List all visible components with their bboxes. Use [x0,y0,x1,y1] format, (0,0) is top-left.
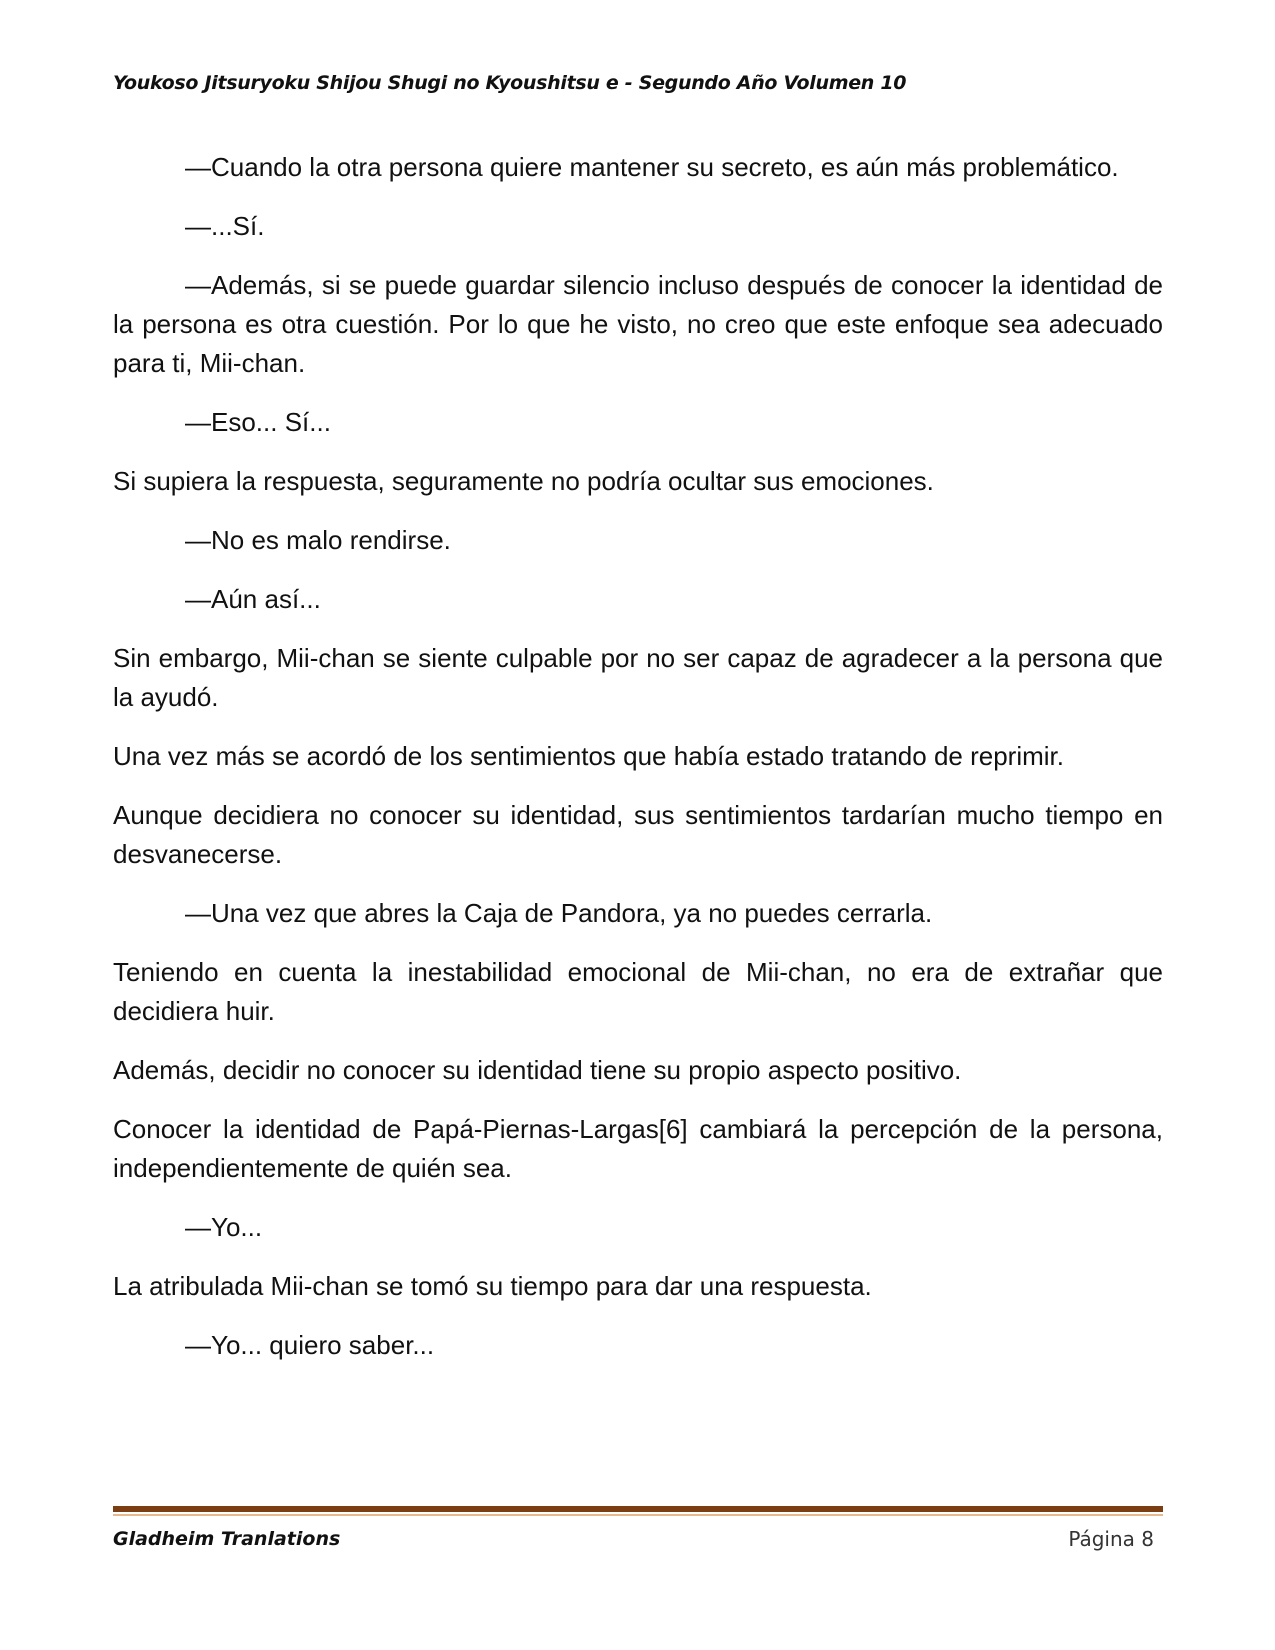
paragraph: —Una vez que abres la Caja de Pandora, ya no puedes cerrarla. [185,898,933,928]
paragraph: —Yo... quiero saber... [185,1330,435,1360]
footer-group-name: Gladheim Tranlations [113,1528,341,1550]
running-header: Youkoso Jitsuryoku Shijou Shugi no Kyoushitsu e - Segundo Año Volumen 10 [113,72,907,94]
paragraph: —Además, si se puede guardar silencio incluso después de conocer la identidad de la persona es otra cuestión. Por lo que he visto, no creo que este enfoque sea adecuado para ti, Mii-chan. [113,270,1163,378]
paragraph: —Cuando la otra persona quiere mantener su secreto, es aún más problemático. [185,152,1119,182]
paragraph: Teniendo en cuenta la inestabilidad emocional de Mii-chan, no era de extrañar que decidiera huir. [113,957,1163,1026]
page-number: Página 8 [1068,1527,1154,1551]
paragraph: —...Sí. [185,211,265,241]
paragraph: Además, decidir no conocer su identidad tiene su propio aspecto positivo. [113,1055,962,1085]
paragraph: —Eso... Sí... [185,407,331,437]
paragraph: Conocer la identidad de Papá-Piernas-Largas[6] cambiará la percepción de la persona, independientemente de quién sea. [113,1114,1163,1183]
page-body [113,148,1163,1385]
paragraph: La atribulada Mii-chan se tomó su tiempo para dar una respuesta. [113,1271,872,1301]
paragraph: —Yo... [185,1212,263,1242]
paragraph: —Aún así... [185,584,321,614]
paragraph: Aunque decidiera no conocer su identidad, sus sentimientos tardarían mucho tiempo en desvanecerse. [113,800,1163,869]
paragraph: Sin embargo, Mii-chan se siente culpable por no ser capaz de agradecer a la persona que la ayudó. [113,643,1163,712]
footer-rule-thin [113,1514,1163,1516]
paragraph: —No es malo rendirse. [185,525,451,555]
paragraph: Si supiera la respuesta, seguramente no podría ocultar sus emociones. [113,466,934,496]
footer-rule-thick [113,1506,1163,1512]
paragraph: Una vez más se acordó de los sentimientos que había estado tratando de reprimir. [113,741,1064,771]
